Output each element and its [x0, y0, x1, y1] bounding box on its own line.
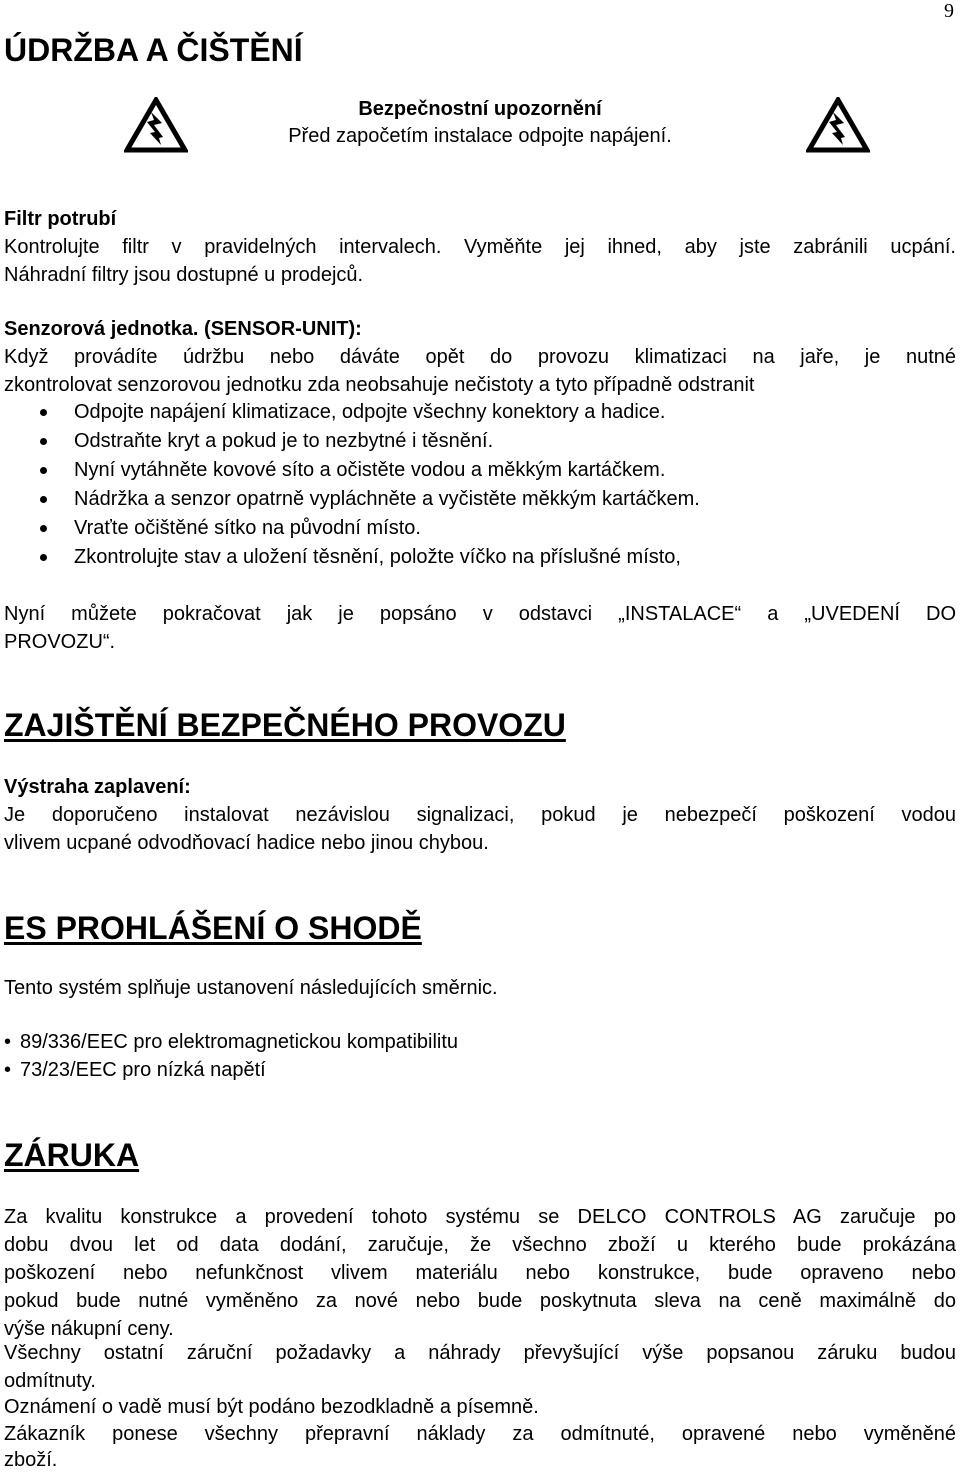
step-text: Nyní vytáhněte kovové síto a očistěte vodou a měkkým kartáčkem. [74, 459, 666, 481]
warranty-line: Za kvalitu konstrukce a provedení tohoto systému se DELCO CONTROLS AG zaručuje po [4, 1206, 956, 1228]
declaration-heading: ES PROHLÁŠENÍ O SHODĚ [4, 910, 422, 946]
warranty-line: odmítnuty. [4, 1370, 96, 1392]
bullet-icon: • [4, 1059, 12, 1081]
flood-warning-line2: vlivem ucpané odvodňovací hadice nebo jinou chybou. [4, 832, 489, 854]
step-text: Zkontrolujte stav a uložení těsnění, položte víčko na příslušné místo, [74, 546, 681, 568]
warranty-line: zboží. [4, 1449, 58, 1471]
warranty-line: poškození nebo nefunkčnost vlivem materiálu nebo konstrukce, bude opraveno nebo [4, 1262, 956, 1284]
declaration-intro: Tento systém splňuje ustanovení následujících směrnic. [4, 977, 498, 999]
warranty-line: pokud bude nutné vyměněno za nové nebo bude poskytnuta sleva na ceně maximálně do [4, 1290, 956, 1312]
safety-heading: ZAJIŠTĚNÍ BEZPEČNÉHO PROVOZU [4, 707, 566, 743]
warranty-line: Zákazník ponese všechny přepravní náklady za odmítnuté, opravené nebo vyměněné [4, 1423, 956, 1445]
page-number: 9 [944, 0, 954, 22]
step-text: Odstraňte kryt a pokud je to nezbytné i těsnění. [74, 430, 494, 452]
step-text: Vraťte očištěné sítko na původní místo. [74, 517, 421, 539]
sensor-text-line2: zkontrolovat senzorovou jednotku zda neobsahuje nečistoty a tyto případně odstranit [4, 374, 755, 396]
warranty-line: dobu dvou let od data dodání, zaručuje, že všechno zboží u kterého bude prokázána [4, 1234, 956, 1256]
warranty-line: výše nákupní ceny. [4, 1318, 174, 1340]
bullet-icon: • [4, 1031, 12, 1053]
list-item [4, 1028, 458, 1056]
bullet-icon [40, 525, 47, 532]
bullet-icon [40, 496, 47, 503]
continue-text-line2: PROVOZU“. [4, 631, 116, 653]
warranty-line: Oznámení o vadě musí být podáno bezodkladně a písemně. [4, 1396, 539, 1418]
warranty-line: Všechny ostatní záruční požadavky a náhrady převyšující výše popsanou záruku budou [4, 1342, 956, 1364]
bullet-icon [40, 409, 47, 416]
sensor-text-line1: Když provádíte údržbu nebo dáváte opět do provozu klimatizaci na jaře, je nutné [4, 346, 956, 368]
bullet-icon [40, 438, 47, 445]
safety-notice-text: Před započetím instalace odpojte napájení. [288, 125, 672, 147]
bullet-icon [40, 554, 47, 561]
filter-text-line1: Kontrolujte filtr v pravidelných intervalech. Vyměňte jej ihned, aby jste zabránili ucpání. [4, 236, 956, 258]
cleaning-steps-list [4, 398, 956, 572]
directive-text: 73/23/EEC pro nízká napětí [20, 1059, 266, 1081]
directive-text: 89/336/EEC pro elektromagnetickou kompatibilitu [20, 1031, 459, 1053]
list-item [4, 543, 956, 572]
flood-warning-title: Výstraha zaplavení: [4, 776, 191, 798]
continue-text-line1: Nyní můžete pokračovat jak je popsáno v odstavci „INSTALACE“ a „UVEDENÍ DO [4, 603, 956, 625]
sensor-title: Senzorová jednotka. (SENSOR-UNIT): [4, 318, 362, 340]
step-text: Nádržka a senzor opatrně vypláchněte a vyčistěte měkkým kartáčkem. [74, 488, 700, 510]
list-item [4, 514, 956, 543]
list-item [4, 1056, 458, 1084]
safety-notice-title: Bezpečnostní upozornění [358, 98, 602, 120]
list-item [4, 456, 956, 485]
list-item [4, 485, 956, 514]
list-item [4, 398, 956, 427]
step-text: Odpojte napájení klimatizace, odpojte všechny konektory a hadice. [74, 401, 666, 423]
flood-warning-line1: Je doporučeno instalovat nezávislou signalizaci, pokud je nebezpečí poškození vodou [4, 804, 956, 826]
directives-list [4, 1028, 458, 1084]
warranty-heading: ZÁRUKA [4, 1137, 140, 1173]
bullet-icon [40, 467, 47, 474]
maintenance-heading: ÚDRŽBA A ČIŠTĚNÍ [4, 32, 303, 68]
filter-text-line2: Náhradní filtry jsou dostupné u prodejců. [4, 264, 364, 286]
list-item [4, 427, 956, 456]
filter-title: Filtr potrubí [4, 208, 117, 230]
